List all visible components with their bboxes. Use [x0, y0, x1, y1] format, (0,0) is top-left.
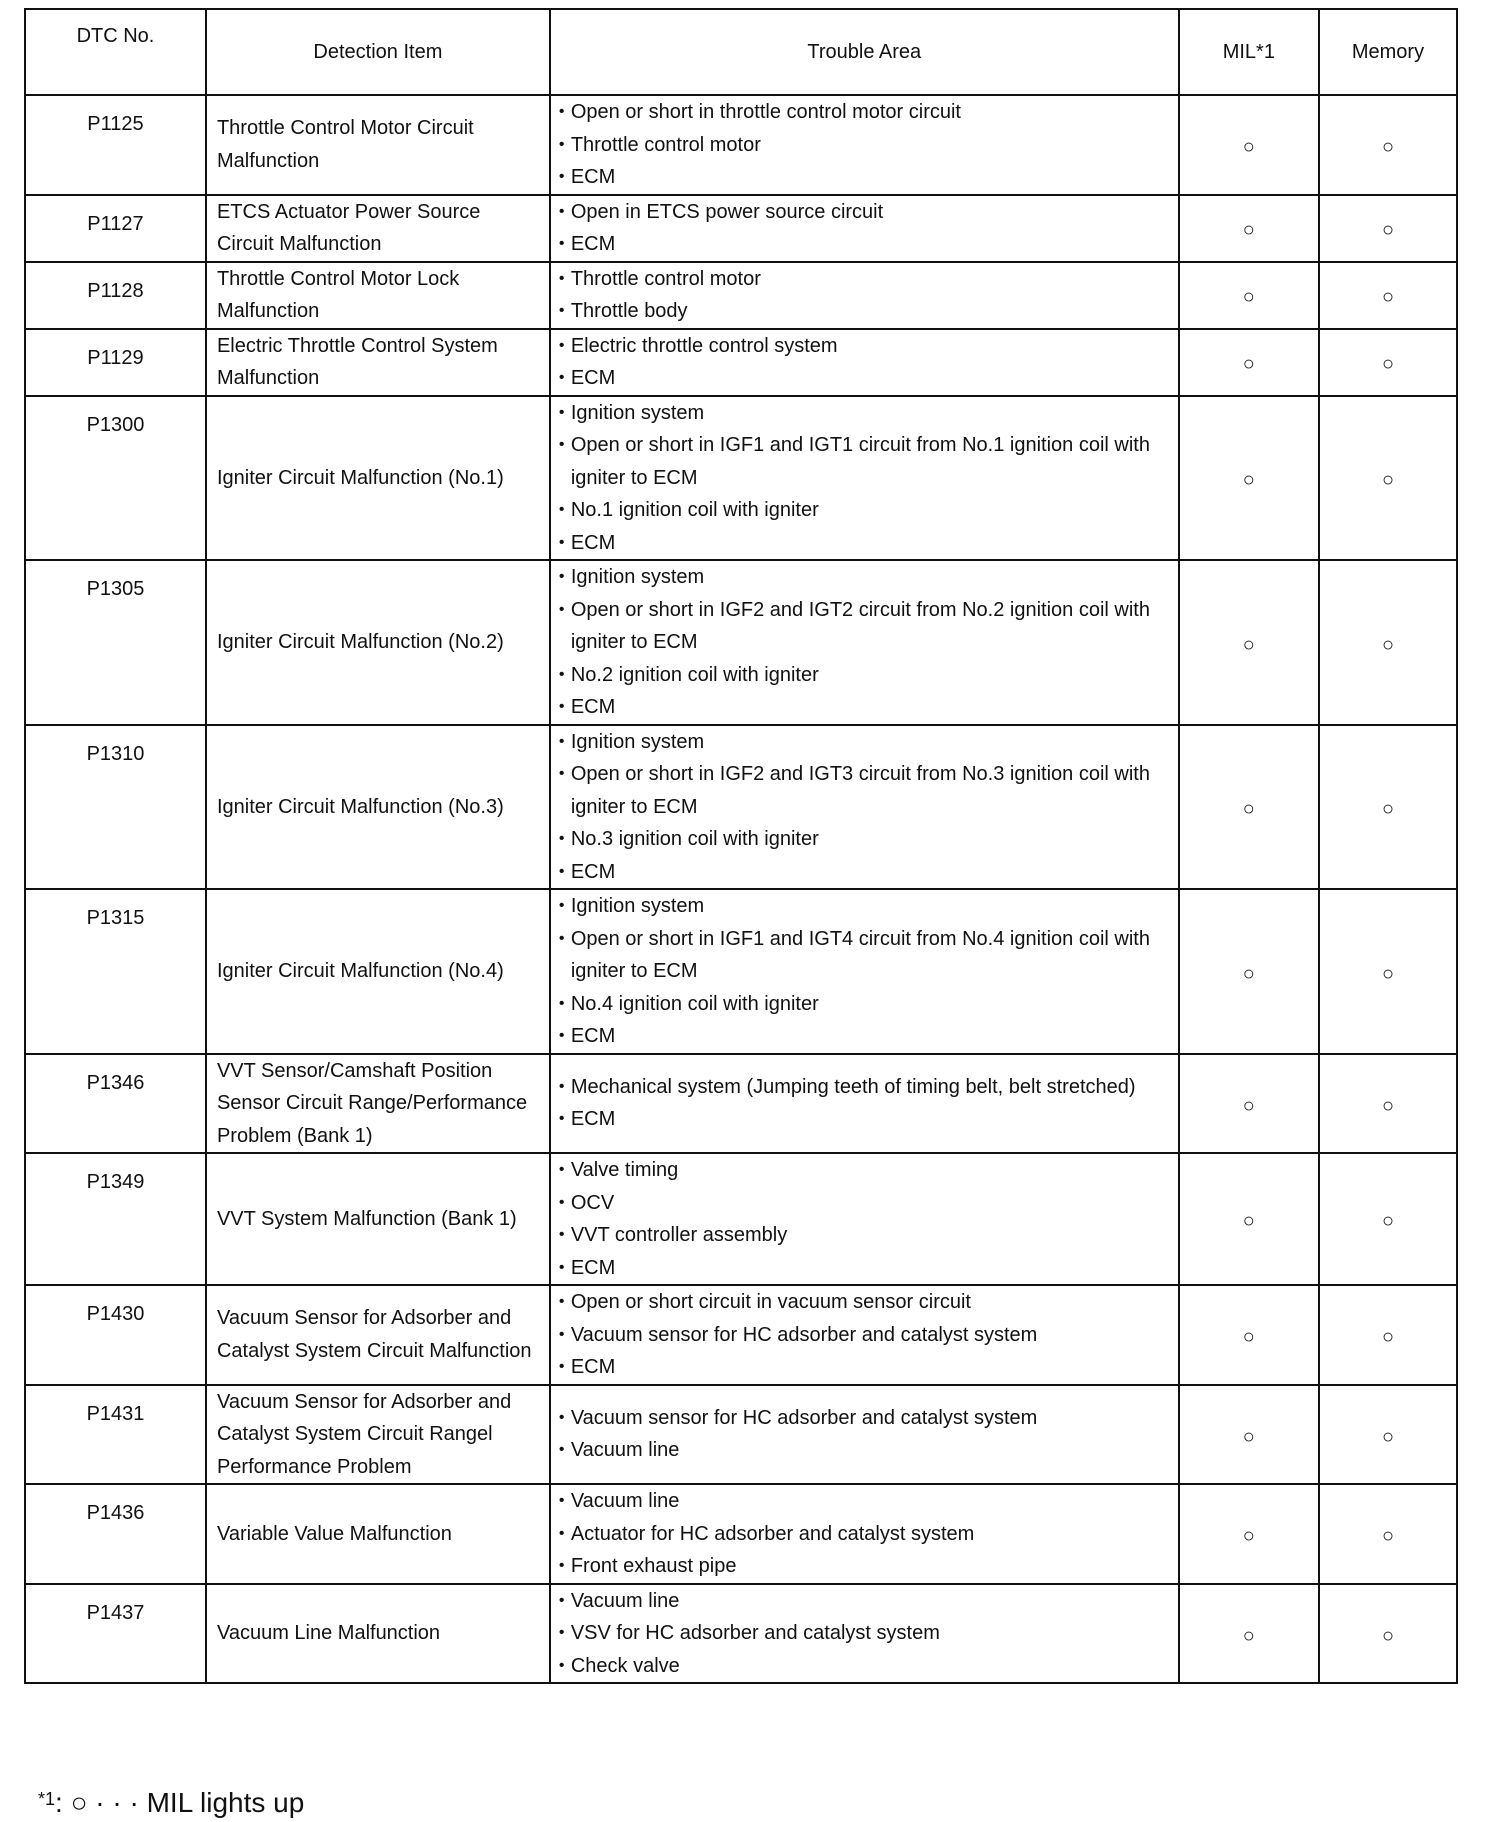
trouble-area-item: • Ignition system	[559, 890, 1170, 923]
mil-indicator: ○	[1179, 725, 1319, 890]
trouble-area	[550, 560, 1179, 725]
memory-indicator: ○	[1319, 560, 1457, 725]
mil-indicator: ○	[1179, 396, 1319, 561]
trouble-area-item: • Open or short circuit in vacuum sensor circuit	[559, 1286, 1170, 1319]
table-row	[25, 396, 1457, 561]
detection-item: VVT System Malfunction (Bank 1)	[206, 1153, 550, 1285]
trouble-area-item: • Throttle control motor	[559, 129, 1170, 162]
trouble-area	[550, 329, 1179, 396]
mil-indicator: ○	[1179, 1584, 1319, 1684]
trouble-area-list	[559, 561, 1170, 724]
dtc-code: P1431	[25, 1385, 206, 1485]
trouble-area-item: • ECM	[559, 1103, 1170, 1136]
memory-indicator: ○	[1319, 1153, 1457, 1285]
detection-item: Igniter Circuit Malfunction (No.1)	[206, 396, 550, 561]
memory-indicator: ○	[1319, 1484, 1457, 1584]
header-mil: MIL*1	[1179, 9, 1319, 95]
table-row	[25, 1285, 1457, 1385]
trouble-area-item: • ECM	[559, 527, 1170, 560]
detection-item: Throttle Control Motor Lock Malfunction	[206, 262, 550, 329]
header-dtc-no: DTC No.	[25, 9, 206, 95]
trouble-area-list	[559, 1485, 1170, 1583]
trouble-area	[550, 262, 1179, 329]
trouble-area-item: • ECM	[559, 362, 1170, 395]
trouble-area	[550, 1385, 1179, 1485]
detection-item: VVT Sensor/Camshaft Position Sensor Circuit Range/Performance Problem (Bank 1)	[206, 1054, 550, 1154]
trouble-area-item: • Open or short in throttle control motor circuit	[559, 96, 1170, 129]
dtc-code: P1349	[25, 1153, 206, 1285]
detection-item: Throttle Control Motor Circuit Malfunction	[206, 95, 550, 195]
memory-indicator: ○	[1319, 1285, 1457, 1385]
trouble-area-item: • OCV	[559, 1187, 1170, 1220]
dtc-code: P1300	[25, 396, 206, 561]
trouble-area-item: • Mechanical system (Jumping teeth of timing belt, belt stretched)	[559, 1071, 1170, 1104]
memory-indicator: ○	[1319, 329, 1457, 396]
trouble-area-item: • Open or short in IGF2 and IGT2 circuit from No.2 ignition coil with igniter to ECM	[559, 594, 1170, 659]
trouble-area-list	[559, 96, 1170, 194]
trouble-area-item: • ECM	[559, 161, 1170, 194]
dtc-table-page	[24, 8, 1458, 1684]
trouble-area	[550, 1153, 1179, 1285]
trouble-area-item: • Vacuum sensor for HC adsorber and catalyst system	[559, 1402, 1170, 1435]
trouble-area-item: • Throttle body	[559, 295, 1170, 328]
trouble-area-item: • No.2 ignition coil with igniter	[559, 659, 1170, 692]
mil-indicator: ○	[1179, 1385, 1319, 1485]
mil-indicator: ○	[1179, 889, 1319, 1054]
dtc-code: P1346	[25, 1054, 206, 1154]
trouble-area-item: • Open in ETCS power source circuit	[559, 196, 1170, 229]
trouble-area	[550, 195, 1179, 262]
trouble-area-item: • Front exhaust pipe	[559, 1550, 1170, 1583]
table-row	[25, 560, 1457, 725]
trouble-area-list	[559, 726, 1170, 889]
trouble-area-item: • Check valve	[559, 1650, 1170, 1683]
trouble-area	[550, 889, 1179, 1054]
trouble-area-list	[559, 397, 1170, 560]
memory-indicator: ○	[1319, 262, 1457, 329]
trouble-area-item: • ECM	[559, 691, 1170, 724]
table-row	[25, 95, 1457, 195]
header-memory: Memory	[1319, 9, 1457, 95]
trouble-area	[550, 725, 1179, 890]
trouble-area-list	[559, 890, 1170, 1053]
footnote-text: · · · MIL lights up	[95, 1787, 305, 1818]
trouble-area-item: • ECM	[559, 1351, 1170, 1384]
trouble-area-list	[559, 263, 1170, 328]
trouble-area-item: • Open or short in IGF1 and IGT4 circuit from No.4 ignition coil with igniter to ECM	[559, 923, 1170, 988]
trouble-area	[550, 1484, 1179, 1584]
header-trouble-area: Trouble Area	[550, 9, 1179, 95]
table-row	[25, 1584, 1457, 1684]
mil-indicator: ○	[1179, 1054, 1319, 1154]
trouble-area-list	[559, 196, 1170, 261]
detection-item: Igniter Circuit Malfunction (No.4)	[206, 889, 550, 1054]
trouble-area	[550, 1054, 1179, 1154]
trouble-area-item: • VSV for HC adsorber and catalyst system	[559, 1617, 1170, 1650]
trouble-area-item: • ECM	[559, 1020, 1170, 1053]
memory-indicator: ○	[1319, 396, 1457, 561]
trouble-area-list	[559, 1585, 1170, 1683]
memory-indicator: ○	[1319, 1385, 1457, 1485]
trouble-area-item: • ECM	[559, 1252, 1170, 1285]
dtc-rows	[25, 95, 1457, 1683]
header-row	[25, 9, 1457, 95]
memory-indicator: ○	[1319, 889, 1457, 1054]
trouble-area-item: • No.1 ignition coil with igniter	[559, 494, 1170, 527]
trouble-area-item: • Ignition system	[559, 397, 1170, 430]
trouble-area-list	[559, 1154, 1170, 1284]
trouble-area-item: • ECM	[559, 856, 1170, 889]
trouble-area-item: • Vacuum line	[559, 1434, 1170, 1467]
mil-indicator: ○	[1179, 560, 1319, 725]
mil-indicator: ○	[1179, 195, 1319, 262]
memory-indicator: ○	[1319, 1584, 1457, 1684]
mil-indicator: ○	[1179, 1153, 1319, 1285]
trouble-area-item: • Ignition system	[559, 561, 1170, 594]
mil-indicator: ○	[1179, 1285, 1319, 1385]
detection-item: Igniter Circuit Malfunction (No.2)	[206, 560, 550, 725]
dtc-code: P1129	[25, 329, 206, 396]
mil-indicator: ○	[1179, 262, 1319, 329]
trouble-area-item: • Actuator for HC adsorber and catalyst system	[559, 1518, 1170, 1551]
mil-indicator: ○	[1179, 329, 1319, 396]
dtc-code: P1437	[25, 1584, 206, 1684]
trouble-area-list	[559, 1071, 1170, 1136]
footnote-symbol: : ○	[55, 1787, 88, 1818]
trouble-area-item: • Vacuum line	[559, 1485, 1170, 1518]
trouble-area-item: • Ignition system	[559, 726, 1170, 759]
dtc-code: P1310	[25, 725, 206, 890]
dtc-code: P1430	[25, 1285, 206, 1385]
trouble-area-item: • Vacuum line	[559, 1585, 1170, 1618]
trouble-area-item: • Open or short in IGF2 and IGT3 circuit from No.3 ignition coil with igniter to ECM	[559, 758, 1170, 823]
memory-indicator: ○	[1319, 195, 1457, 262]
mil-indicator: ○	[1179, 1484, 1319, 1584]
table-row	[25, 1054, 1457, 1154]
trouble-area-item: • Open or short in IGF1 and IGT1 circuit from No.1 ignition coil with igniter to ECM	[559, 429, 1170, 494]
trouble-area-item: • Electric throttle control system	[559, 330, 1170, 363]
trouble-area-item: • ECM	[559, 228, 1170, 261]
table-row	[25, 1385, 1457, 1485]
detection-item: Igniter Circuit Malfunction (No.3)	[206, 725, 550, 890]
dtc-code: P1127	[25, 195, 206, 262]
table-row	[25, 195, 1457, 262]
trouble-area	[550, 1584, 1179, 1684]
detection-item: Vacuum Sensor for Adsorber and Catalyst System Circuit Rangel Performance Problem	[206, 1385, 550, 1485]
trouble-area-item: • Vacuum sensor for HC adsorber and catalyst system	[559, 1319, 1170, 1352]
table-row	[25, 1484, 1457, 1584]
trouble-area-item: • VVT controller assembly	[559, 1219, 1170, 1252]
memory-indicator: ○	[1319, 1054, 1457, 1154]
detection-item: ETCS Actuator Power Source Circuit Malfunction	[206, 195, 550, 262]
trouble-area-list	[559, 1286, 1170, 1384]
dtc-code: P1436	[25, 1484, 206, 1584]
table-row	[25, 329, 1457, 396]
dtc-code: P1128	[25, 262, 206, 329]
detection-item: Vacuum Line Malfunction	[206, 1584, 550, 1684]
detection-item: Variable Value Malfunction	[206, 1484, 550, 1584]
memory-indicator: ○	[1319, 725, 1457, 890]
trouble-area	[550, 95, 1179, 195]
dtc-code: P1315	[25, 889, 206, 1054]
footnote	[38, 1788, 304, 1818]
table-row	[25, 889, 1457, 1054]
table-row	[25, 262, 1457, 329]
dtc-table	[24, 8, 1458, 1684]
trouble-area-item: • No.4 ignition coil with igniter	[559, 988, 1170, 1021]
trouble-area-list	[559, 330, 1170, 395]
trouble-area-item: • No.3 ignition coil with igniter	[559, 823, 1170, 856]
trouble-area-item: • Throttle control motor	[559, 263, 1170, 296]
trouble-area-item: • Valve timing	[559, 1154, 1170, 1187]
footnote-marker: *1	[38, 1789, 56, 1809]
table-row	[25, 725, 1457, 890]
dtc-code: P1305	[25, 560, 206, 725]
table-row	[25, 1153, 1457, 1285]
trouble-area-list	[559, 1402, 1170, 1467]
trouble-area	[550, 396, 1179, 561]
mil-indicator: ○	[1179, 95, 1319, 195]
trouble-area	[550, 1285, 1179, 1385]
detection-item: Electric Throttle Control System Malfunction	[206, 329, 550, 396]
dtc-code: P1125	[25, 95, 206, 195]
detection-item: Vacuum Sensor for Adsorber and Catalyst System Circuit Malfunction	[206, 1285, 550, 1385]
memory-indicator: ○	[1319, 95, 1457, 195]
header-detection-item: Detection Item	[206, 9, 550, 95]
